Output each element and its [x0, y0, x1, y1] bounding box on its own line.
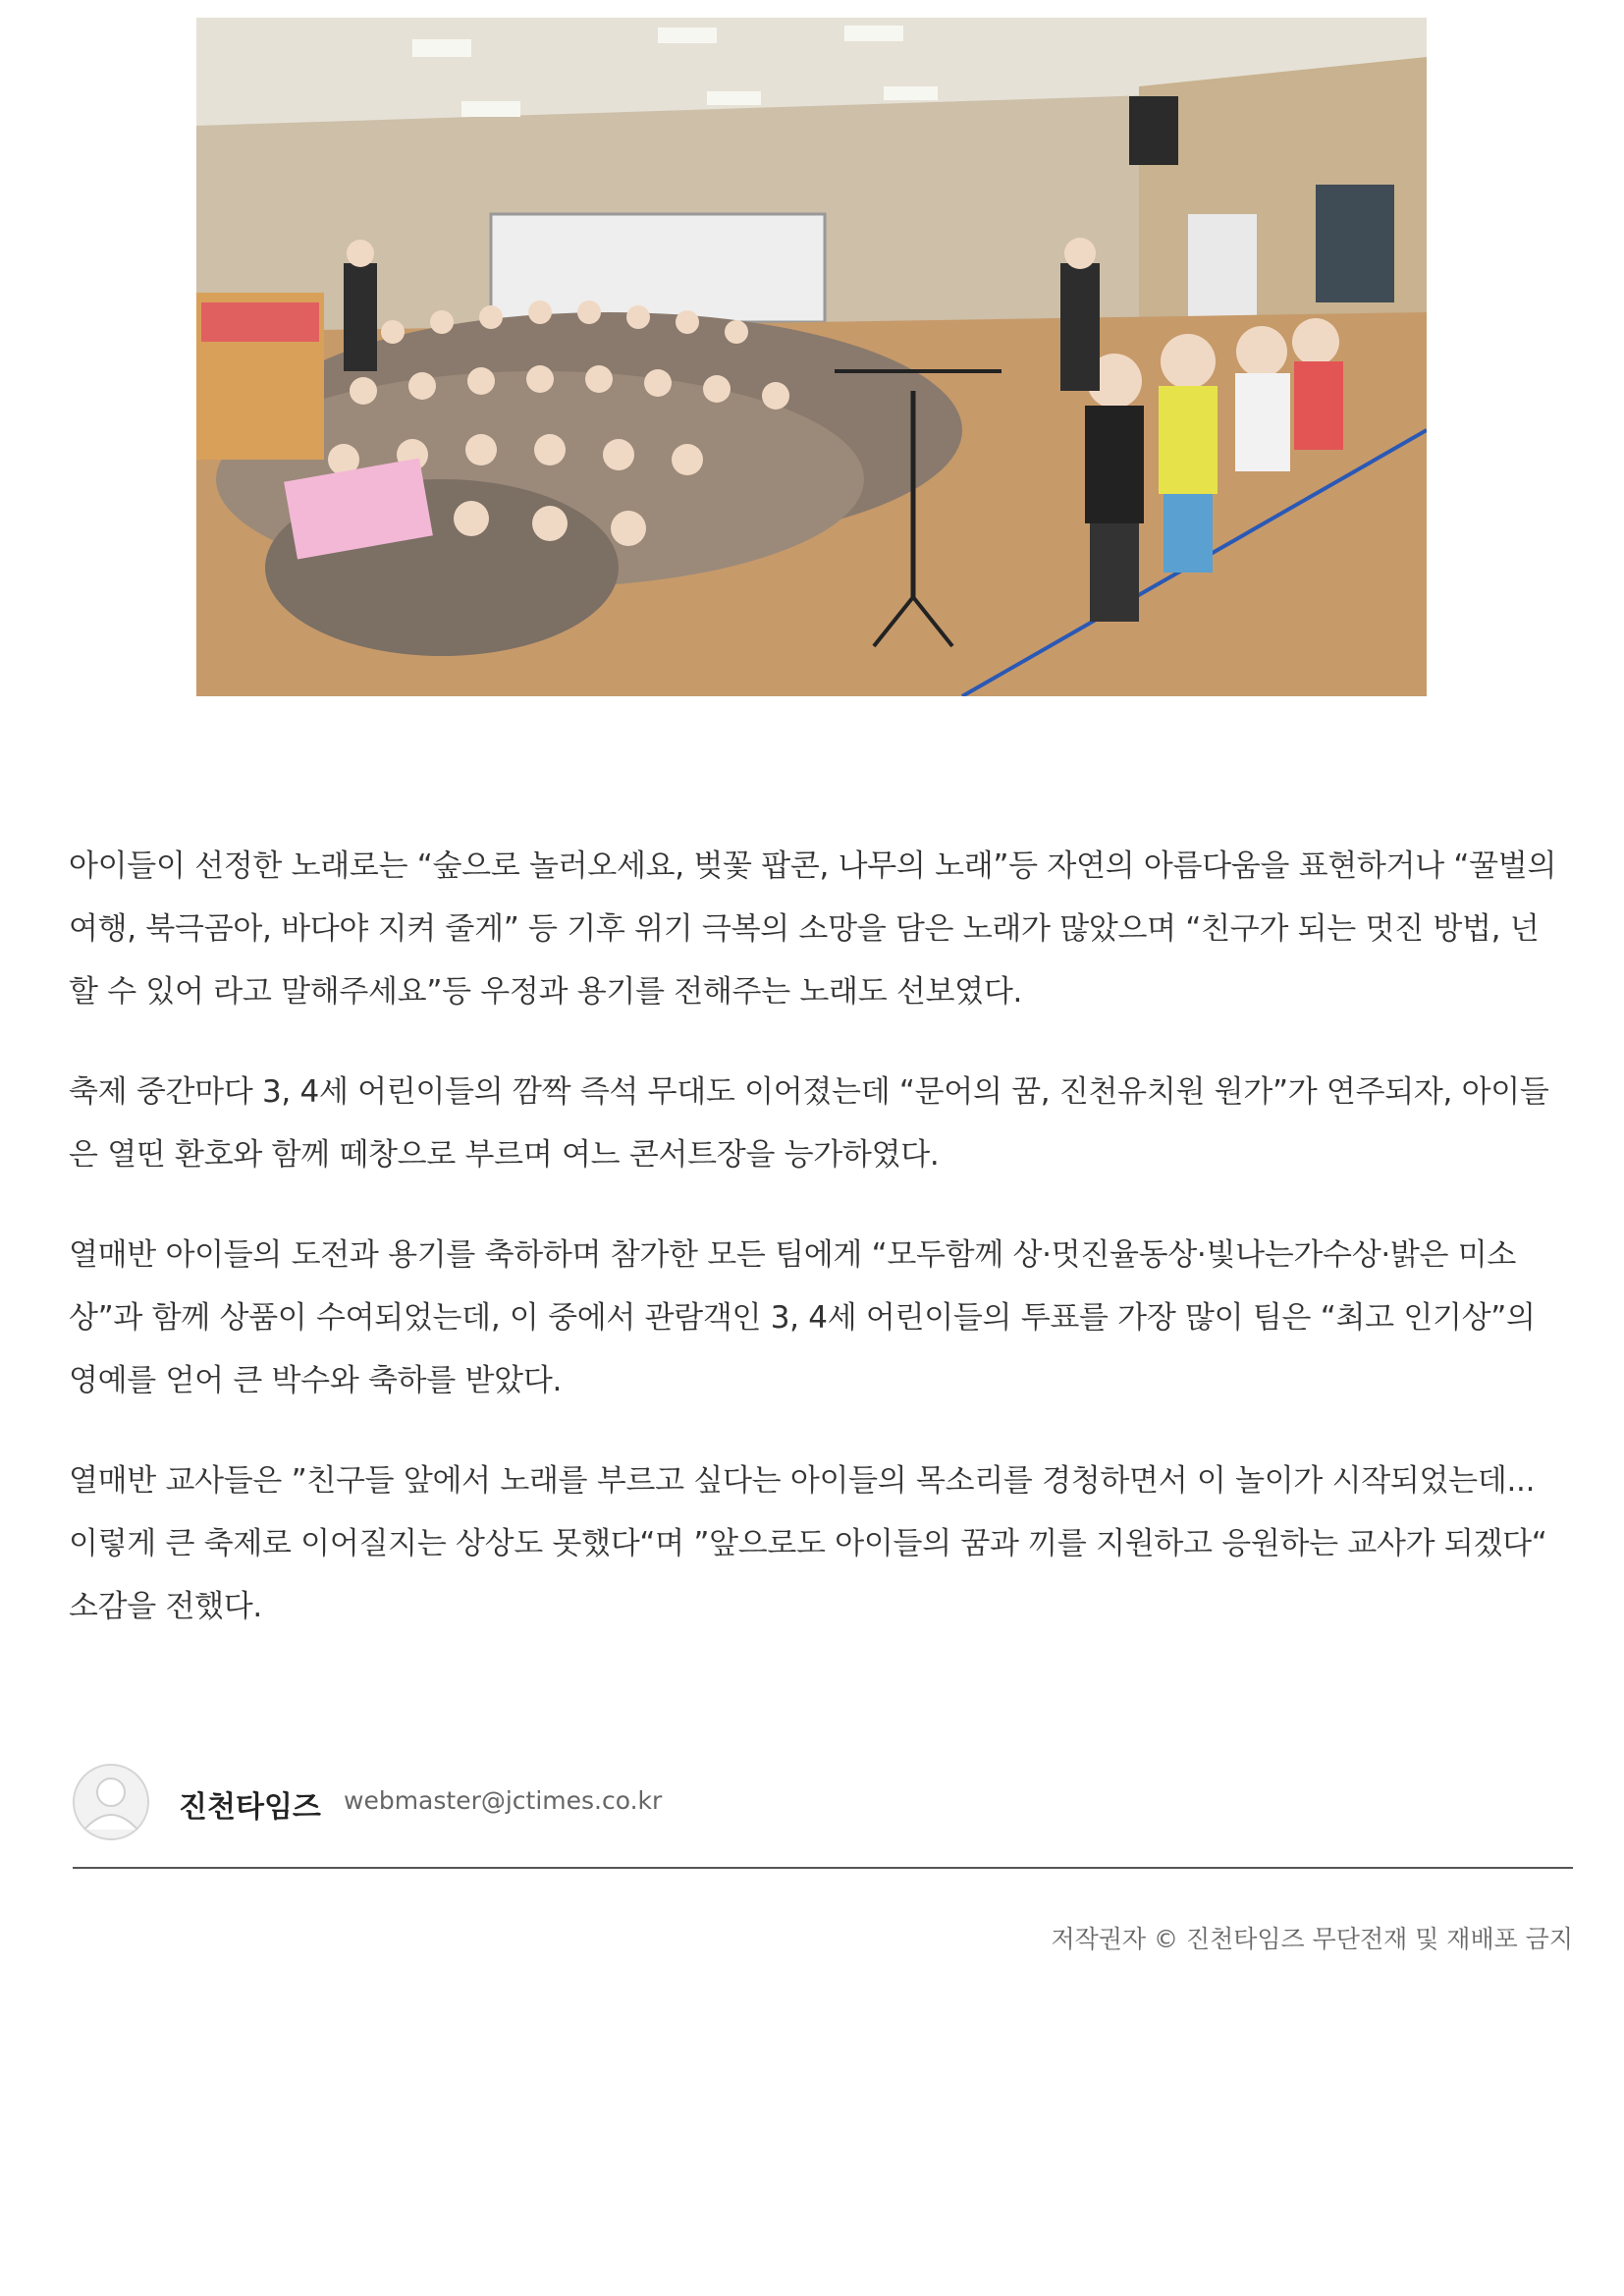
- article-paragraph: 열매반 교사들은 ”친구들 앞에서 노래를 부르고 싶다는 아이들의 목소리를 경청하면서 이 놀이가 시작되었는데... 이렇게 큰 축제로 이어질지는 상상도 못했다“며 ”앞으로도 아이들의 꿈과 끼를 지원하고 응원하는 교사가 되겠다“ 소감을 전했다.: [69, 1463, 1547, 1624]
- user-avatar-icon[interactable]: [71, 1763, 151, 1841]
- article-paragraph: 아이들이 선정한 노래로는 “숲으로 놀러오세요, 벚꽃 팝콘, 나무의 노래”등 자연의 아름다움을 표현하거나 “꿀벌의 여행, 북극곰아, 바다야 지켜 줄게” 등 기후 위기 극복의 소망을 담은 노래가 많았으며 “친구가 되는 멋진 방법, 넌 할 수 있어 라고 말해주세요”등 우정과 용기를 전해주는 노래도 선보였다.: [69, 848, 1557, 1010]
- article-photo: [196, 18, 1427, 696]
- author-name[interactable]: 진천타임즈: [179, 1790, 321, 1825]
- article-paragraph: 열매반 아이들의 도전과 용기를 축하하며 참가한 모든 팀에게 “모두함께 상·멋진율동상·빛나는가수상·밝은 미소상”과 함께 상품이 수여되었는데, 이 중에서 관람객인 3, 4세 어린이들의 투표를 가장 많이 팀은 “최고 인기상”의 영예를 얻어 큰 박수와 축하를 받았다.: [69, 1237, 1536, 1398]
- classroom-photo-illustration: [196, 18, 1427, 696]
- divider: [73, 1867, 1573, 1869]
- author-email[interactable]: webmaster@jctimes.co.kr: [344, 1786, 663, 1815]
- article-paragraph: 축제 중간마다 3, 4세 어린이들의 깜짝 즉석 무대도 이어졌는데 “문어의 꿈, 진천유치원 원가”가 연주되자, 아이들은 열띤 환호와 함께 떼창으로 부르며 여느 콘서트장을 능가하였다.: [69, 1074, 1549, 1173]
- article-body: [69, 835, 1571, 1675]
- copyright-notice: 저작권자 © 진천타임즈 무단전재 및 재배포 금지: [1051, 1925, 1573, 1953]
- author-box: [71, 1763, 1573, 1841]
